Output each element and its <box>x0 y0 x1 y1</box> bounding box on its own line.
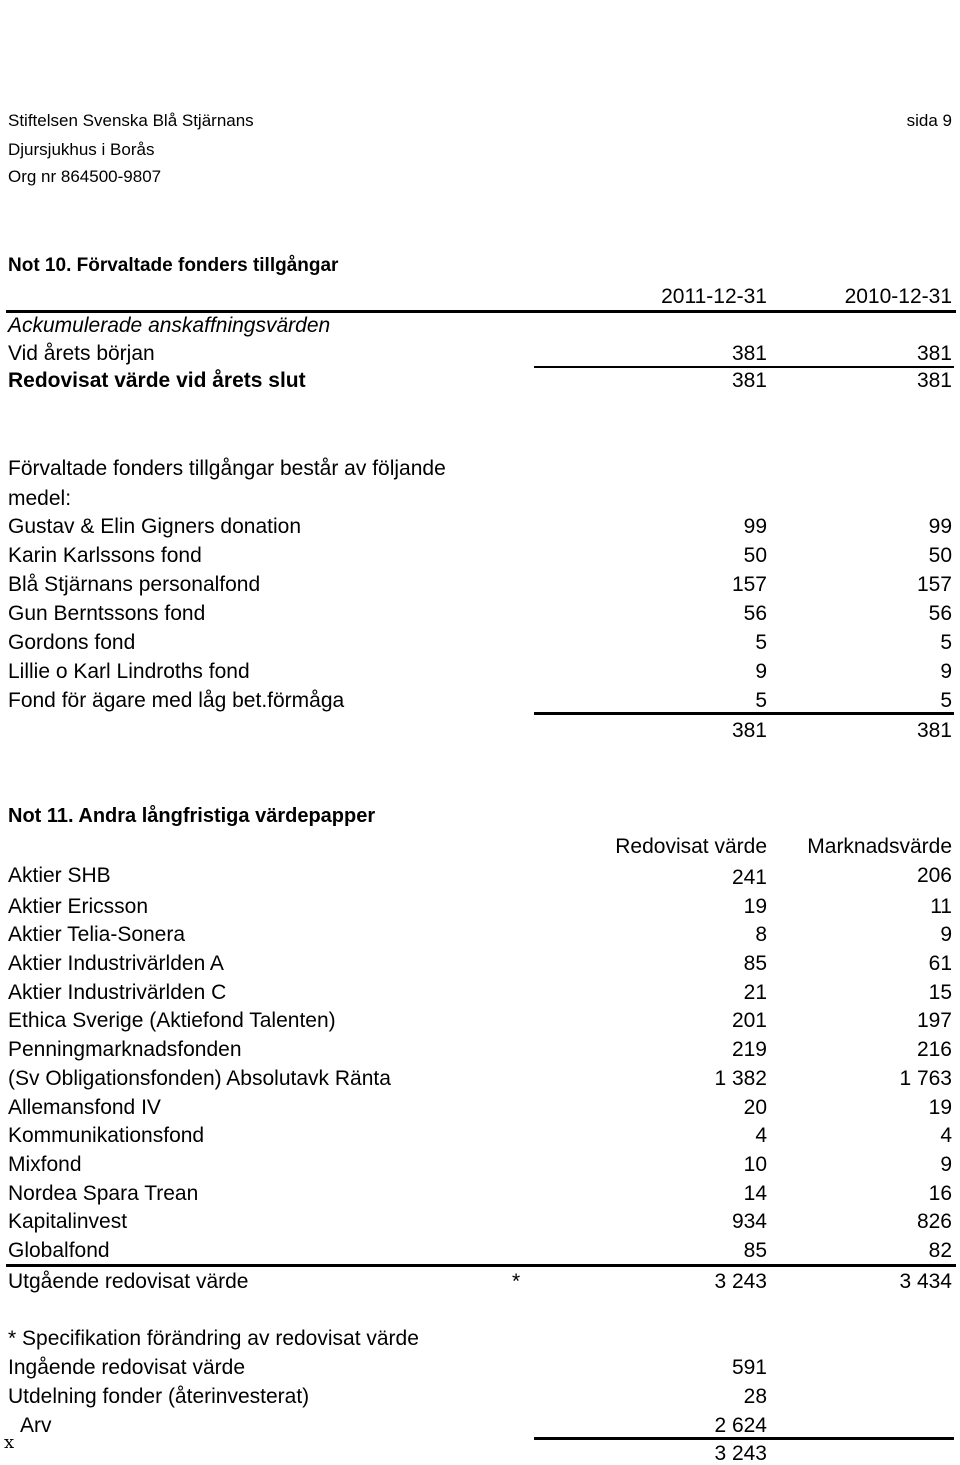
security-book-value: 219 <box>731 1038 767 1061</box>
security-market-value: 216 <box>916 1038 952 1061</box>
fund-label: Gustav & Elin Gigners donation <box>8 515 301 538</box>
spec-label: Arv <box>20 1414 52 1437</box>
note10-title: Not 10. Förvaltade fonders tillgångar <box>8 255 339 276</box>
fund-value-2010: 50 <box>928 544 952 567</box>
fund-value-2011: 9 <box>755 660 767 683</box>
spec-total-rule <box>534 1437 954 1440</box>
fund-total-2010: 381 <box>916 719 952 742</box>
security-market-value: 15 <box>928 981 952 1004</box>
fund-value-2010: 157 <box>916 573 952 596</box>
fund-label: Fond för ägare med låg bet.förmåga <box>8 689 345 712</box>
fund-label: Blå Stjärnans personalfond <box>8 573 261 596</box>
security-market-value: 82 <box>928 1239 952 1262</box>
security-market-value: 16 <box>928 1182 952 1205</box>
security-book-value: 85 <box>743 1239 767 1262</box>
security-market-value: 1 763 <box>899 1067 952 1090</box>
fund-label: Lillie o Karl Lindroths fond <box>8 660 250 683</box>
note10-col1-header: 2011-12-31 <box>661 285 767 308</box>
securities-total-rule <box>6 1264 956 1267</box>
fund-value-2011: 50 <box>743 544 767 567</box>
spec-value: 591 <box>731 1356 767 1379</box>
security-book-value: 241 <box>731 866 767 889</box>
security-label: Ethica Sverige (Aktiefond Talenten) <box>8 1009 336 1032</box>
security-book-value: 14 <box>743 1182 767 1205</box>
fund-value-2010: 99 <box>928 515 952 538</box>
fund-value-2010: 9 <box>940 660 952 683</box>
fund-value-2011: 56 <box>743 602 767 625</box>
note11-title: Not 11. Andra långfristiga värdepapper <box>8 805 376 827</box>
fund-value-2010: 5 <box>940 689 952 712</box>
security-label: Kommunikationsfond <box>8 1124 205 1147</box>
security-book-value: 1 382 <box>714 1067 767 1090</box>
security-market-value: 4 <box>940 1124 952 1147</box>
page-number: sida 9 <box>906 111 952 130</box>
security-book-value: 8 <box>755 923 767 946</box>
security-label: Penningmarknadsfonden <box>8 1038 242 1061</box>
spec-label: Utdelning fonder (återinvesterat) <box>8 1385 310 1408</box>
security-market-value: 206 <box>916 864 952 887</box>
note10-description-line1: Förvaltade fonders tillgångar består av följande <box>8 457 446 480</box>
security-market-value: 826 <box>916 1210 952 1233</box>
note10-header-rule <box>6 310 956 313</box>
security-book-value: 20 <box>743 1096 767 1119</box>
security-label: Kapitalinvest <box>8 1210 128 1233</box>
spec-total: 3 243 <box>714 1442 767 1465</box>
fund-total-2011: 381 <box>731 719 767 742</box>
specification-title: * Specifikation förändring av redovisat värde <box>8 1327 419 1350</box>
fund-label: Gun Berntssons fond <box>8 602 206 625</box>
fund-value-2011: 99 <box>743 515 767 538</box>
fund-total-rule <box>534 712 954 715</box>
note10-description-line2: medel: <box>8 487 72 510</box>
org-name: Stiftelsen Svenska Blå Stjärnans <box>8 111 254 130</box>
security-book-value: 85 <box>743 952 767 975</box>
asterisk-marker: * <box>512 1270 521 1293</box>
fund-label: Karin Karlssons fond <box>8 544 202 567</box>
security-label: Allemansfond IV <box>8 1096 161 1119</box>
note10-section-title: Ackumulerade anskaffningsvärden <box>8 314 331 337</box>
security-market-value: 19 <box>928 1096 952 1119</box>
note11-col1-header: Redovisat värde <box>615 835 767 858</box>
security-label: Aktier Industrivärlden C <box>8 981 227 1004</box>
security-book-value: 934 <box>731 1210 767 1233</box>
security-book-value: 21 <box>743 981 767 1004</box>
note10-row-value-2010: 381 <box>916 342 952 365</box>
security-market-value: 11 <box>930 895 952 918</box>
security-market-value: 61 <box>928 952 952 975</box>
security-label: Mixfond <box>8 1153 82 1176</box>
org-subtitle: Djursjukhus i Borås <box>8 140 155 159</box>
handwritten-x-mark: x <box>4 1432 15 1453</box>
fund-value-2011: 5 <box>755 631 767 654</box>
fund-value-2010: 56 <box>928 602 952 625</box>
security-label: Nordea Spara Trean <box>8 1182 199 1205</box>
note10-row-value-2010: 381 <box>916 369 952 392</box>
security-label: Aktier Industrivärlden A <box>8 952 224 975</box>
spec-label: Ingående redovisat värde <box>8 1356 245 1379</box>
security-book-value: 10 <box>743 1153 767 1176</box>
security-book-value: 4 <box>755 1124 767 1147</box>
note10-subtotal-rule <box>534 366 954 368</box>
fund-value-2010: 5 <box>940 631 952 654</box>
security-market-value: 9 <box>940 923 952 946</box>
security-market-value: 197 <box>916 1009 952 1032</box>
note10-row-label: Redovisat värde vid årets slut <box>8 369 306 392</box>
security-label: Aktier Ericsson <box>8 895 149 918</box>
securities-total-label: Utgående redovisat värde <box>8 1270 249 1293</box>
securities-total-book-value: 3 243 <box>714 1270 767 1293</box>
security-book-value: 19 <box>743 895 767 918</box>
security-label: Globalfond <box>8 1239 110 1262</box>
fund-value-2011: 157 <box>731 573 767 596</box>
note11-col2-header: Marknadsvärde <box>807 835 952 858</box>
spec-value: 28 <box>743 1385 767 1408</box>
note10-row-value-2011: 381 <box>731 342 767 365</box>
security-label: Aktier SHB <box>8 864 111 887</box>
security-market-value: 9 <box>940 1153 952 1176</box>
org-number: Org nr 864500-9807 <box>8 167 162 186</box>
security-label: (Sv Obligationsfonden) Absolutavk Ränta <box>8 1067 391 1090</box>
note10-row-value-2011: 381 <box>731 369 767 392</box>
fund-label: Gordons fond <box>8 631 136 654</box>
security-label: Aktier Telia-Sonera <box>8 923 186 946</box>
note10-row-label: Vid årets början <box>8 342 155 365</box>
spec-value: 2 624 <box>714 1414 767 1437</box>
security-book-value: 201 <box>731 1009 767 1032</box>
securities-total-market-value: 3 434 <box>899 1270 952 1293</box>
note10-col2-header: 2010-12-31 <box>844 285 952 308</box>
fund-value-2011: 5 <box>755 689 767 712</box>
